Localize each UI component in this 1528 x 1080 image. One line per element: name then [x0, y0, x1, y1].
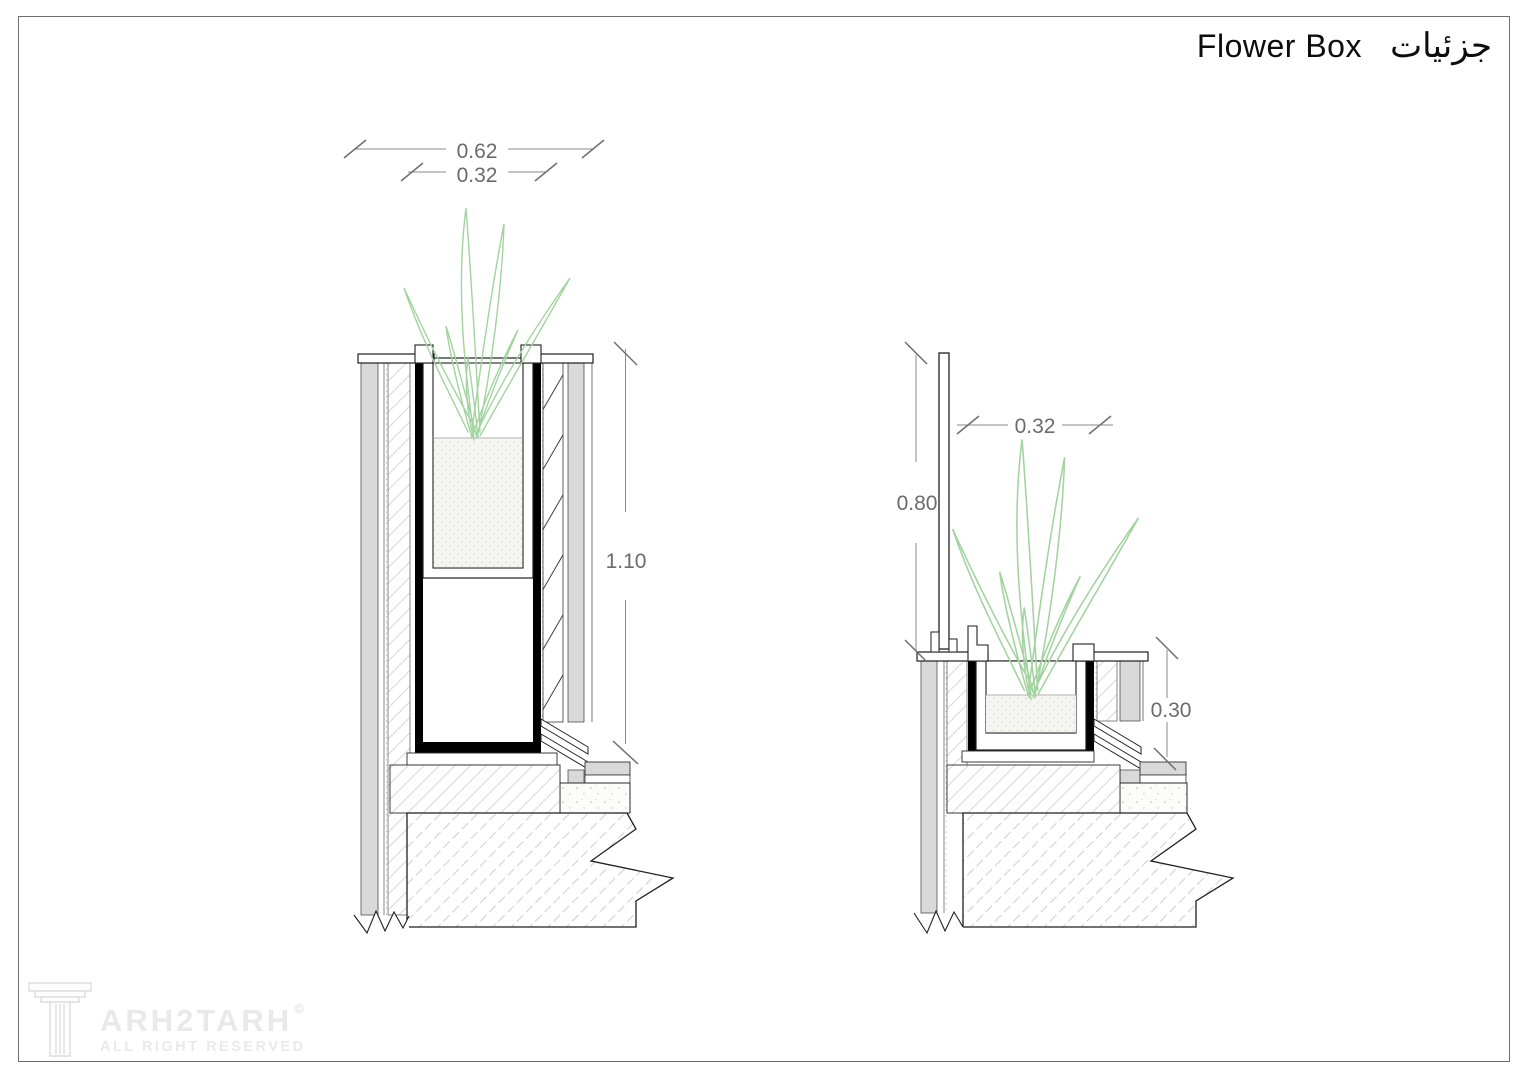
sheet-title-ar: جزئيات	[1390, 27, 1492, 65]
sheet-title-en: Flower Box	[1196, 28, 1362, 64]
left-detail-shaft-cavity	[423, 578, 533, 742]
left-detail-inner-wall	[543, 363, 593, 783]
right-detail-bottom-screed	[962, 751, 1094, 762]
left-detail-paving-bed	[585, 775, 630, 783]
soil-fill	[434, 438, 523, 568]
right-detail-parapet-flower-box	[897, 342, 1233, 950]
logo-tagline: ALL RIGHT RESERVED	[100, 1039, 306, 1055]
logo-brand-text: ARH2TARH	[100, 1003, 293, 1038]
watermark-logo	[26, 980, 307, 1060]
soil-fill	[986, 695, 1076, 733]
logo-text-block	[100, 1002, 307, 1055]
left-detail-outer-wall	[361, 363, 410, 915]
left-detail-base-masonry	[390, 765, 560, 813]
right-detail-railing-panel	[939, 353, 949, 649]
right-detail-pot-lip-right	[1073, 644, 1094, 661]
left-detail-tall-flower-box	[344, 140, 673, 950]
dim-label-left-outer-width: 0.62	[456, 140, 498, 163]
right-detail-pot-lip-left	[968, 626, 988, 661]
right-detail-drain-pipe	[1094, 719, 1141, 769]
dim-label-right-height: 0.30	[1150, 699, 1192, 722]
column-logo-icon	[26, 980, 104, 1060]
left-detail-bottom-screed	[407, 753, 557, 765]
right-detail-slab	[963, 813, 1233, 927]
right-detail-paving	[1140, 762, 1186, 775]
dim-label-right-inner-width: 0.32	[1014, 415, 1056, 438]
logo-brand	[100, 1002, 307, 1036]
dim-label-left-height: 1.10	[605, 550, 647, 573]
right-detail-concrete-block	[1120, 783, 1187, 813]
right-detail-base-masonry	[947, 765, 1120, 813]
dim-label-left-inner-width: 0.32	[456, 164, 498, 187]
copyright-icon: ©	[294, 1001, 307, 1016]
left-detail-concrete-block	[560, 783, 630, 813]
right-detail-paving-bed	[1140, 775, 1186, 783]
right-detail-break-line	[914, 911, 963, 950]
dim-label-right-rail-height: 0.80	[896, 492, 938, 515]
left-detail-break-line	[354, 911, 409, 950]
left-detail-slab	[407, 813, 673, 927]
left-detail-paving	[585, 762, 630, 775]
